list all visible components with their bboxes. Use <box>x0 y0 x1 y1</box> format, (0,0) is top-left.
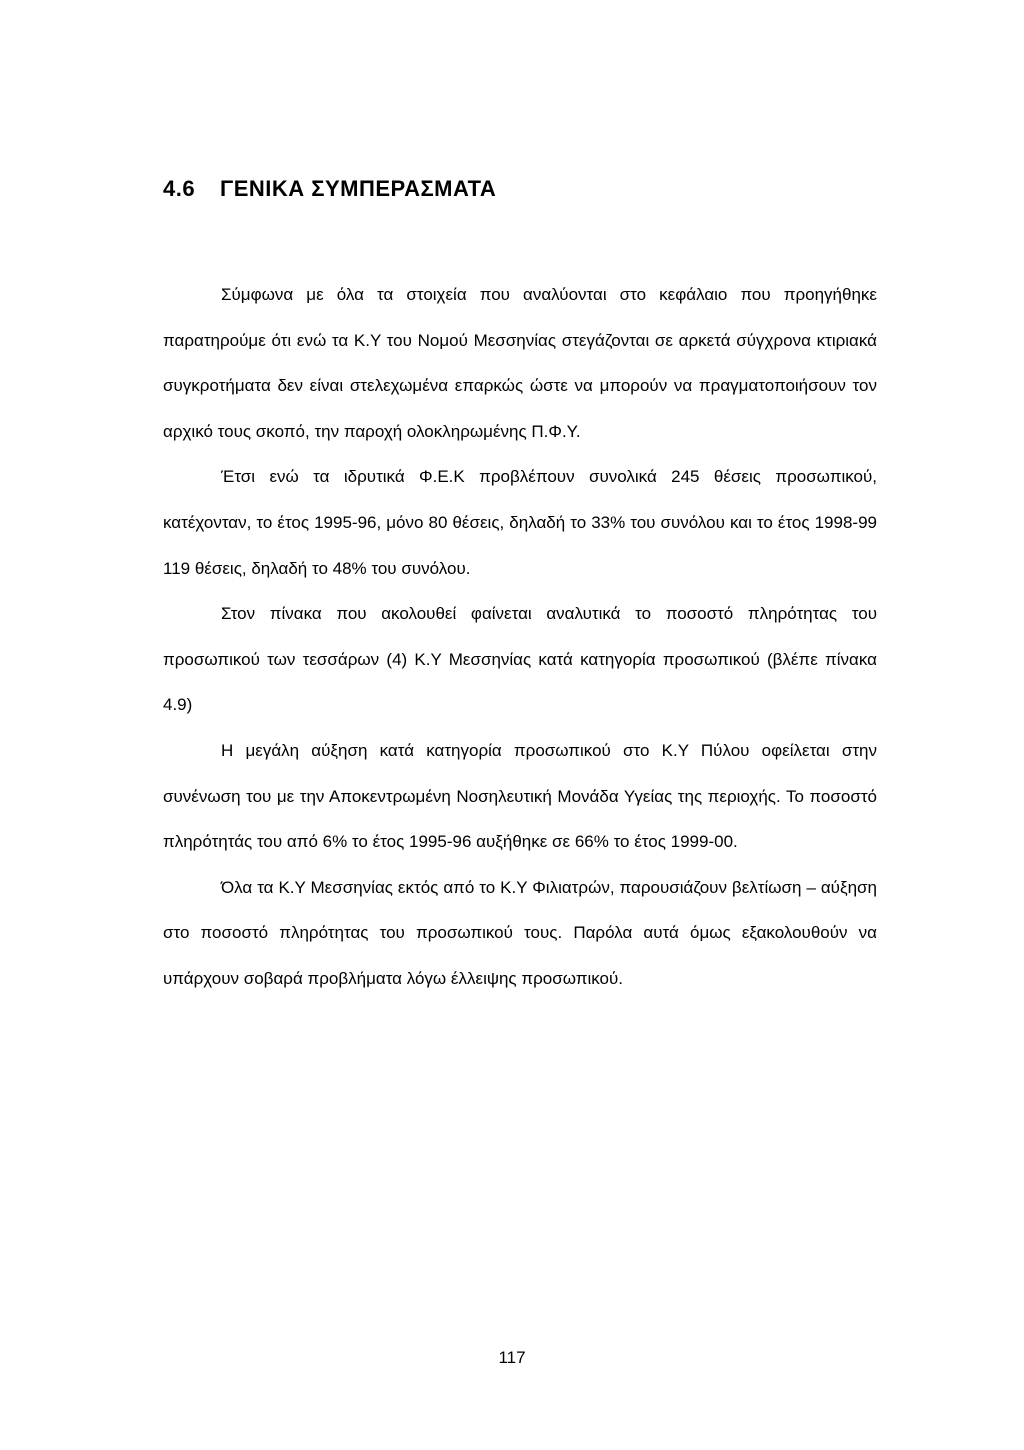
section-heading <box>163 176 496 202</box>
paragraph: Στον πίνακα που ακολουθεί φαίνεται αναλυτικά το ποσοστό πληρότητας του προσωπικού των τεσσάρων (4) Κ.Υ Μεσσηνίας κατά κατηγορία προσωπικού (βλέπε πίνακα 4.9) <box>163 604 877 715</box>
paragraph: Όλα τα Κ.Υ Μεσσηνίας εκτός από το Κ.Υ Φιλιατρών, παρουσιάζουν βελτίωση – αύξηση στο ποσοστό πληρότητας του προσωπικού τους. Παρόλα αυτά όμως εξακολουθούν να υπάρχουν σοβαρά προβλήματα λόγω έλλειψης προσωπικού. <box>163 877 877 988</box>
page-number: 117 <box>498 1348 526 1367</box>
paragraph: Έτσι ενώ τα ιδρυτικά Φ.Ε.Κ προβλέπουν συνολικά 245 θέσεις προσωπικού, κατέχονταν, το έτος 1995-96, μόνο 80 θέσεις, δηλαδή το 33% του συνόλου και το έτος 1998-99 119 θέσεις, δηλαδή το 48% του συνόλου. <box>163 467 877 578</box>
section-title: ΓΕΝΙΚΑ ΣΥΜΠΕΡΑΣΜΑΤΑ <box>220 176 497 201</box>
body-text <box>163 272 877 1002</box>
paragraph: Η μεγάλη αύξηση κατά κατηγορία προσωπικού στο Κ.Υ Πύλου οφείλεται στην συνένωση του με την Αποκεντρωμένη Νοσηλευτική Μονάδα Υγείας της περιοχής. Το ποσοστό πληρότητάς του από 6% το έτος 1995-96 αυξήθηκε σε 66% το έτος 1999-00. <box>163 740 877 852</box>
section-number: 4.6 <box>163 176 196 201</box>
paragraph: Σύμφωνα με όλα τα στοιχεία που αναλύονται στο κεφάλαιο που προηγήθηκε παρατηρούμε ότι ενώ τα Κ.Υ του Νομού Μεσσηνίας στεγάζονται σε αρκετά σύγχρονα κτιριακά συγκροτήματα δεν είναι στελεχωμένα επαρκώς ώστε να μπορούν να πραγματοποιήσουν τον αρχικό τους σκοπό, την παροχή ολοκληρωμένης Π.Φ.Υ. <box>163 285 877 441</box>
